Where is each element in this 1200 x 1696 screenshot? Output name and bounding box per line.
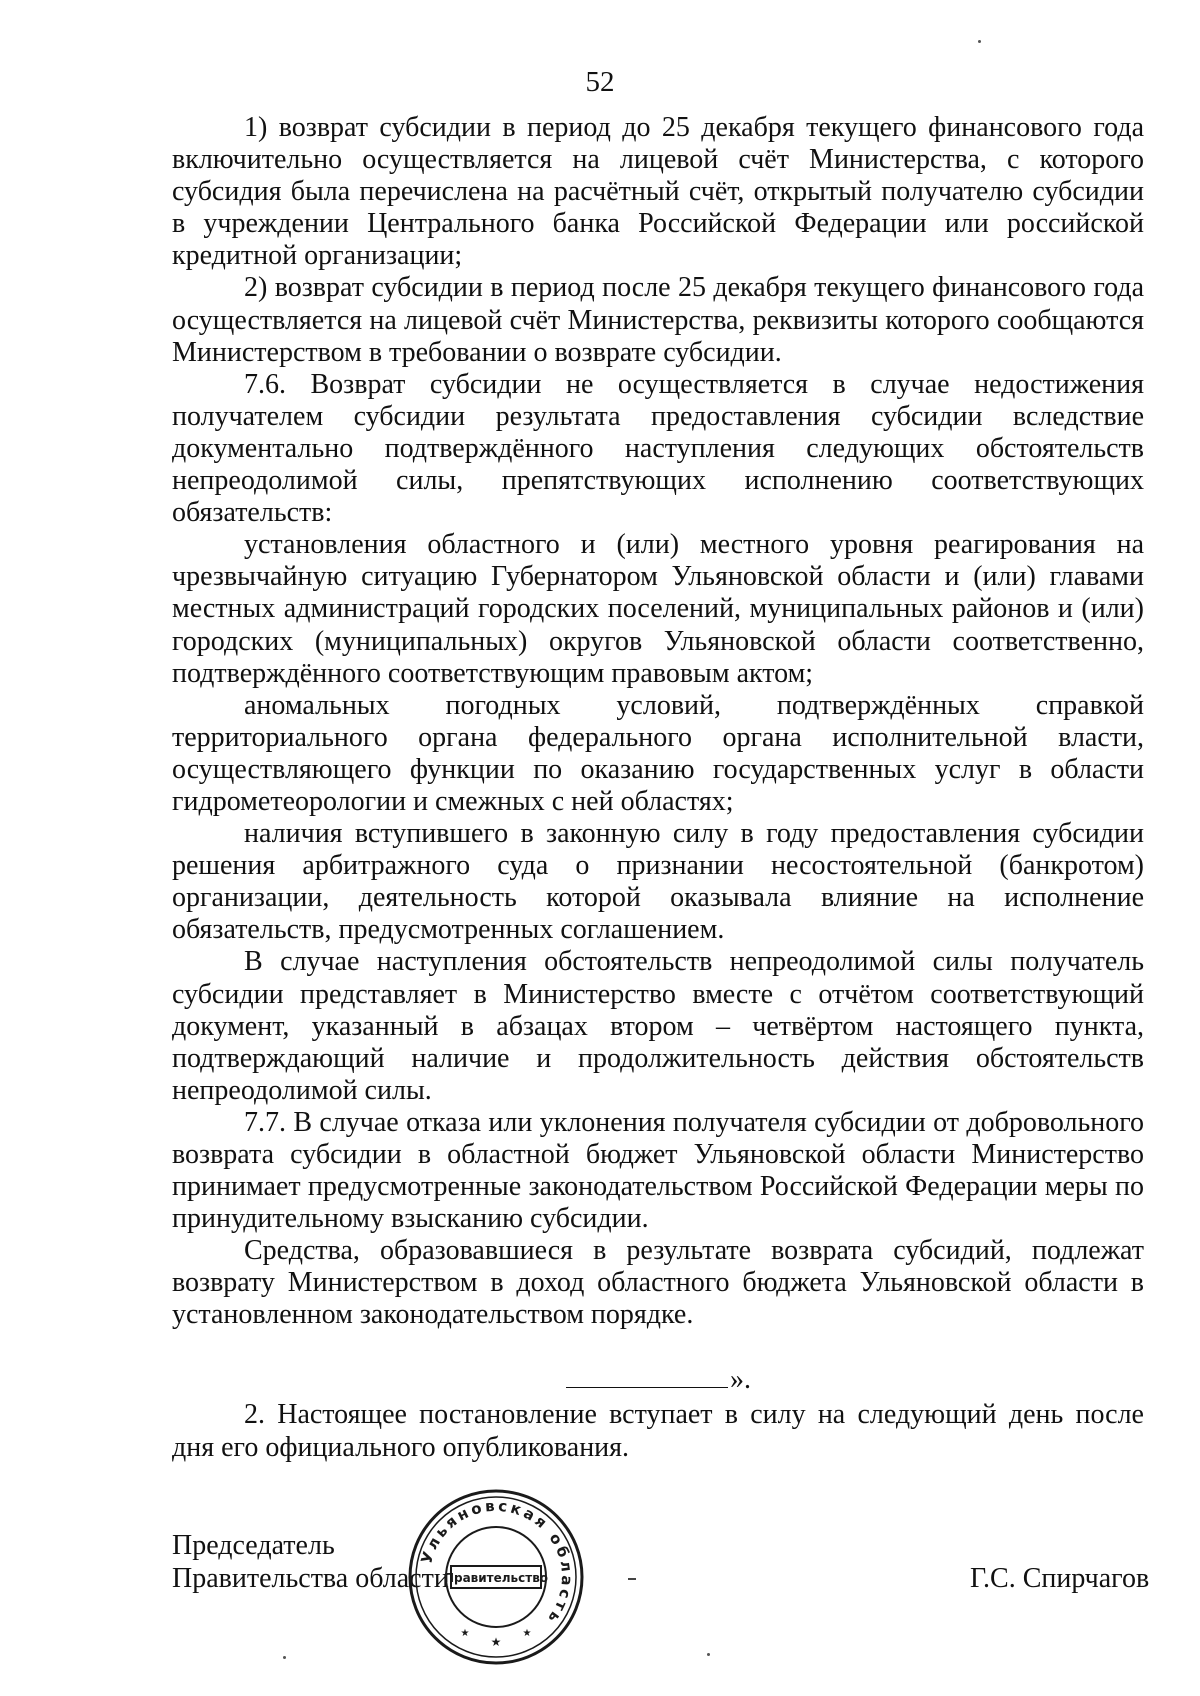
svg-text:★: ★ — [460, 1628, 470, 1639]
document-body — [172, 112, 1144, 1332]
paragraph-return-before-dec25: 1) возврат субсидии в период до 25 декабря текущего финансового года включительно осуществляется на лицевой счёт Министерства, с которого субсидия была перечислена на расчётный счёт, открытый получателю субсидии в учреждении Центрального банка Российской Федерации или российской кредитной организации; — [172, 112, 1144, 272]
official-seal-icon — [405, 1486, 587, 1668]
scan-speck — [283, 1656, 286, 1659]
seal-ring-text: Ульяновская область — [417, 1496, 577, 1629]
paragraph-emergency: установления областного и (или) местного уровня реагирования на чрезвычайную ситуацию Губернатором Ульяновской области и (или) главами местных администраций городских поселений, муниципальных районов и (или) городских (муниципальных) округов Ульяновской области соответственно, подтверждённого соответствующим правовым актом; — [172, 529, 1144, 689]
signer-name: Г.С. Спирчагов — [970, 1563, 1150, 1594]
closing-rule — [566, 1387, 728, 1388]
paragraph-weather: аномальных погодных условий, подтверждённых справкой территориального органа федерального органа исполнительной власти, осуществляющего функции по оказанию государственных услуг в области гидрометеорологии и смежных с ней областях; — [172, 689, 1144, 817]
paragraph-force-majeure-docs: В случае наступления обстоятельств непреодолимой силы получатель субсидии представляет в Министерство вместе с отчётом соответствующий документ, указанный в абзацах втором – четвёртом настоящего пункта, подтверждающий наличие и продолжительность действия обстоятельств непреодолимой силы. — [172, 946, 1144, 1106]
paragraph-return-after-dec25: 2) возврат субсидии в период после 25 декабря текущего финансового года осуществляется на лицевой счёт Министерства, реквизиты которого сообщаются Министерством в требовании о возврате субсидии. — [172, 272, 1144, 368]
paragraph-7-7: 7.7. В случае отказа или уклонения получателя субсидии от добровольного возврата субсидии в областной бюджет Ульяновской области Министерство принимает предусмотренные законодательством Российской Федерации меры по принудительному взысканию субсидии. — [172, 1106, 1144, 1235]
clause-2 — [172, 1399, 1144, 1464]
signer-title-line2: Правительства области — [172, 1562, 449, 1594]
signer-title-line1: Председатель — [172, 1530, 335, 1561]
scan-speck — [707, 1653, 710, 1656]
paragraph-court-decision: наличия вступившего в законную силу в году предоставления субсидии решения арбитражного суда о признании несостоятельной (банкротом) организации, деятельность которой оказывала влияние на исполнение обязательств, предусмотренных соглашением. — [172, 818, 1144, 946]
svg-text:Ульяновская область — [417, 1497, 576, 1629]
svg-text:★: ★ — [522, 1628, 532, 1639]
scan-speck — [978, 40, 981, 43]
paragraph-7-6: 7.6. Возврат субсидии не осуществляется в случае недостижения получателем субсидии результата предоставления субсидии вследствие документально подтверждённого наступления следующих обстоятельств непреодолимой силы, препятствующих исполнению соответствующих обязательств: — [172, 368, 1144, 529]
page-number: 52 — [585, 66, 615, 98]
clause-2-text: 2. Настоящее постановление вступает в силу на следующий день после дня его официального опубликования. — [172, 1399, 1144, 1463]
svg-text:★: ★ — [490, 1635, 502, 1649]
closing-quote: ». — [730, 1364, 751, 1395]
paragraph-funds-return: Средства, образовавшиеся в результате возврата субсидий, подлежат возврату Министерством в доход областного бюджета Ульяновской области в установленном законодательством порядке. — [172, 1235, 1144, 1331]
closing-line — [566, 1364, 751, 1396]
signature-mark — [628, 1578, 636, 1580]
seal-center-text: Правительство — [443, 1571, 549, 1585]
